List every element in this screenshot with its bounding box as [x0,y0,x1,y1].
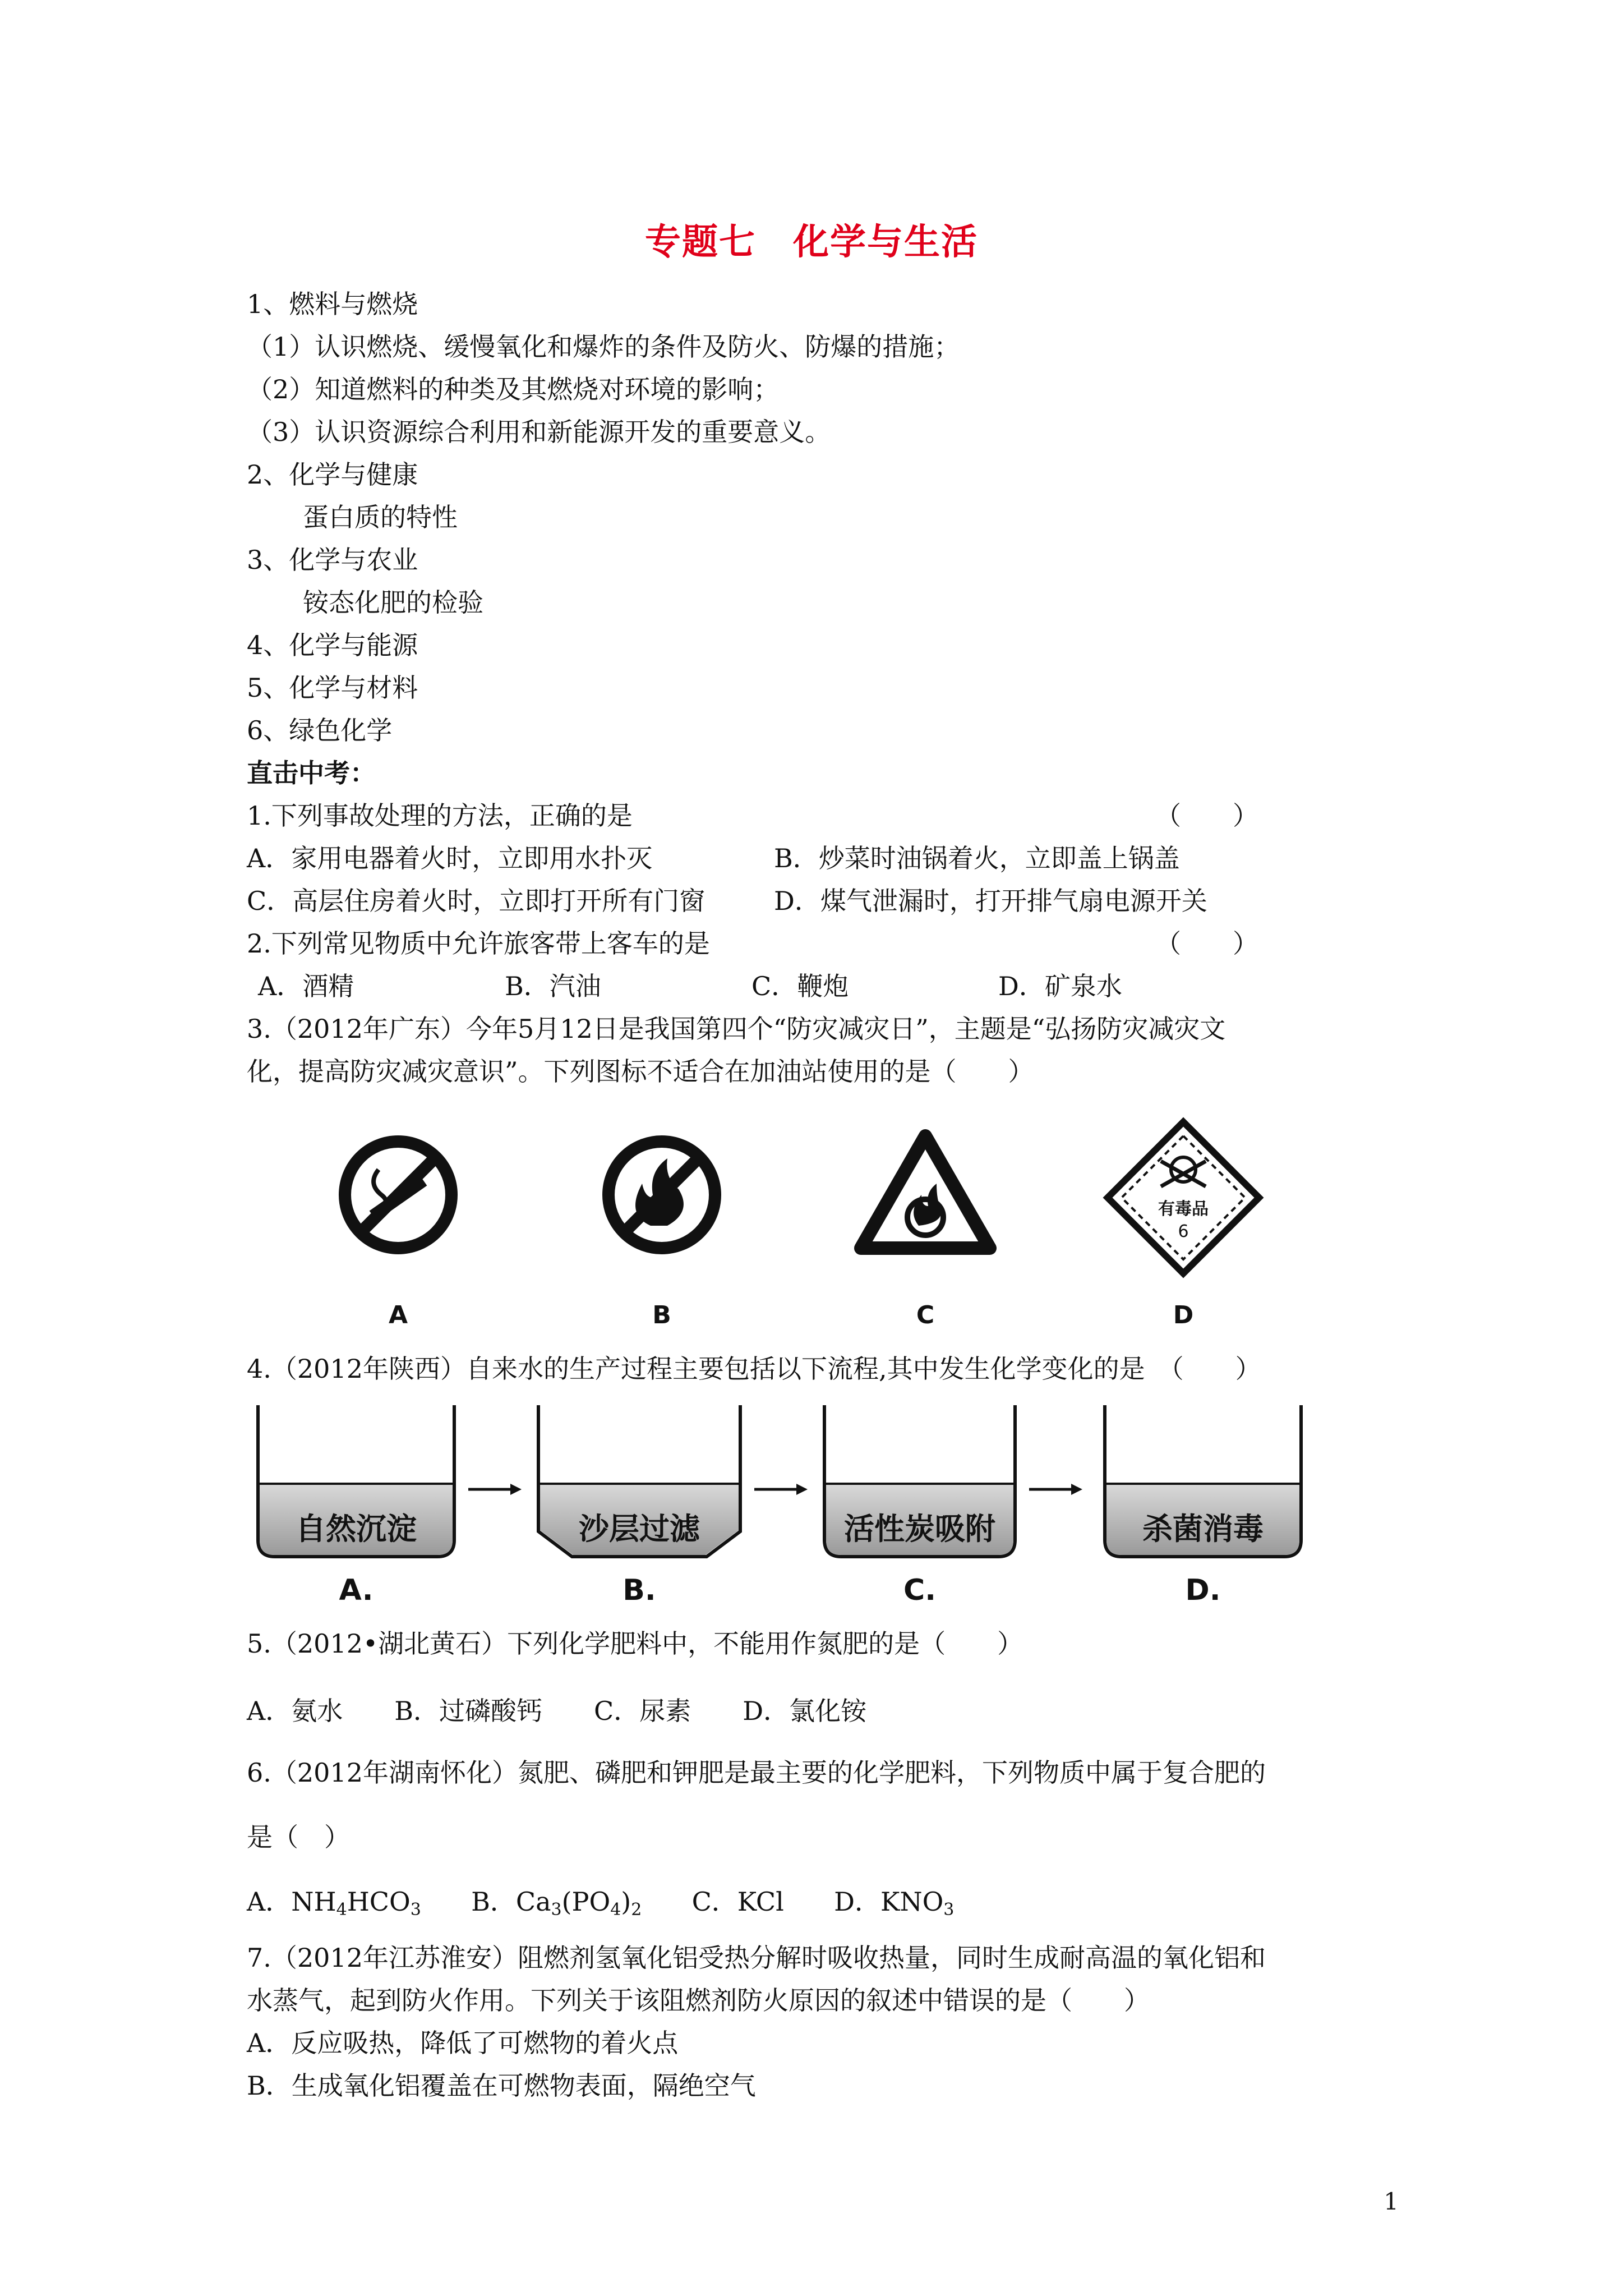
outline-item: 4、化学与能源 [247,630,418,660]
q7-option-a: A．反应吸热，降低了可燃物的着火点 [247,2028,679,2058]
toxic-class-number: 6 [1178,1222,1189,1241]
page-number: 1 [1384,2188,1399,2215]
flow-option-label: C. [903,1573,936,1607]
flow-step-label: 自然沉淀 [296,1511,417,1547]
page-title: 专题七 化学与生活 [645,222,978,263]
flow-option-label: D. [1185,1573,1221,1607]
q2-option-c: C．鞭炮 [751,971,849,1001]
outline-item: 铵态化肥的检验 [303,587,483,618]
outline-item: 6、绿色化学 [247,715,393,746]
q1-option-c: C．高层住房着火时，立即打开所有门窗 [247,886,706,916]
q3-line1: 3.（2012年广东）今年5月12日是我国第四个“防灾减灾日”，主题是“弘扬防灾减灾文 [247,1014,1226,1044]
outline-item: （3）认识资源综合利用和新能源开发的重要意义。 [247,417,831,447]
q1-option-a: A．家用电器着火时，立即用水扑灭 [247,843,653,873]
q6-option-d: D．$KNO_3$ [834,1887,955,1920]
q5-stem: 5.（2012•湖北黄石）下列化学肥料中，不能用作氮肥的是（ ） [247,1628,1023,1659]
flammable-warning-sign [841,1116,1009,1329]
q2-answer-paren: （ ） [1155,928,1258,959]
q2-option-b: B．汽油 [505,971,601,1001]
toxic-icon [1099,1116,1267,1285]
q6-line2: 是（ ） [247,1822,350,1852]
q7-line2: 水蒸气，起到防火作用。下列关于该阻燃剂防火原因的叙述中错误的是（ ） [247,1985,1150,2016]
section-heading: 直击中考： [247,758,376,788]
flow-option-label: A. [339,1573,374,1607]
q1-stem: 1.下列事故处理的方法，正确的是 [247,800,633,831]
outline-item: 1、燃料与燃烧 [247,289,418,319]
q4-stem: 4.（2012年陕西）自来水的生产过程主要包括以下流程,其中发生化学变化的是 （ ） [247,1354,1261,1384]
toxic-label-text: 有毒品 [1158,1199,1209,1219]
q6-option-c: C．KCl [691,1887,784,1917]
q5-options: A．氨水 B．过磷酸钙 C．尿素 D．氯化铵 [247,1696,867,1726]
q2-stem: 2.下列常见物质中允许旅客带上客车的是 [247,928,710,959]
sign-label: C [916,1301,935,1329]
no-smoking-icon [314,1116,482,1285]
outline-item: （1）认识燃烧、缓慢氧化和爆炸的条件及防火、防爆的措施； [247,332,960,362]
outline-item: 2、化学与健康 [247,459,418,490]
flow-step-label: 活性炭吸附 [844,1511,995,1547]
toxic-substance-sign [1099,1116,1267,1329]
q2-option-d: D．矿泉水 [998,971,1122,1001]
no-open-flame-sign [578,1116,746,1329]
outline-item: 3、化学与农业 [247,545,418,575]
sign-label: D [1173,1301,1194,1329]
outline-item: 5、化学与材料 [247,673,418,703]
flow-step-label: 杀菌消毒 [1142,1511,1264,1547]
q2-option-a: A．酒精 [258,971,354,1001]
q6-option-a: A．$NH_4HCO_3$ [247,1887,421,1920]
q3-sign-figures [247,1116,1357,1329]
q6-option-b: B．$Ca_3(PO_4)_2$ [471,1887,642,1920]
flow-option-label: B. [623,1573,656,1607]
q1-option-d: D．煤气泄漏时，打开排气扇电源开关 [774,886,1207,916]
flammable-icon [841,1116,1009,1285]
outline-item: 蛋白质的特性 [303,502,458,532]
q6-line1: 6.（2012年湖南怀化）氮肥、磷肥和钾肥是最主要的化学肥料，下列物质中属于复合肥的 [247,1757,1266,1788]
water-treatment-flow [247,1405,1324,1618]
sign-label: B [652,1301,671,1329]
flow-step-label: 沙层过滤 [579,1511,700,1547]
no-fire-icon [578,1116,746,1285]
q6-options [247,1885,954,1927]
q7-option-b: B．生成氧化铝覆盖在可燃物表面，隔绝空气 [247,2070,756,2101]
q7-line1: 7.（2012年江苏淮安）阻燃剂氢氧化铝受热分解时吸收热量，同时生成耐高温的氧化铝和 [247,1943,1266,1973]
sign-label: A [388,1301,408,1329]
q3-line2: 化，提高防灾减灾意识”。下列图标不适合在加油站使用的是（ ） [247,1056,1034,1087]
q1-option-b: B．炒菜时油锅着火，立即盖上锅盖 [774,843,1180,873]
no-smoking-sign [314,1116,482,1329]
q1-answer-paren: （ ） [1155,800,1258,831]
outline-item: （2）知道燃料的种类及其燃烧对环境的影响； [247,374,780,404]
